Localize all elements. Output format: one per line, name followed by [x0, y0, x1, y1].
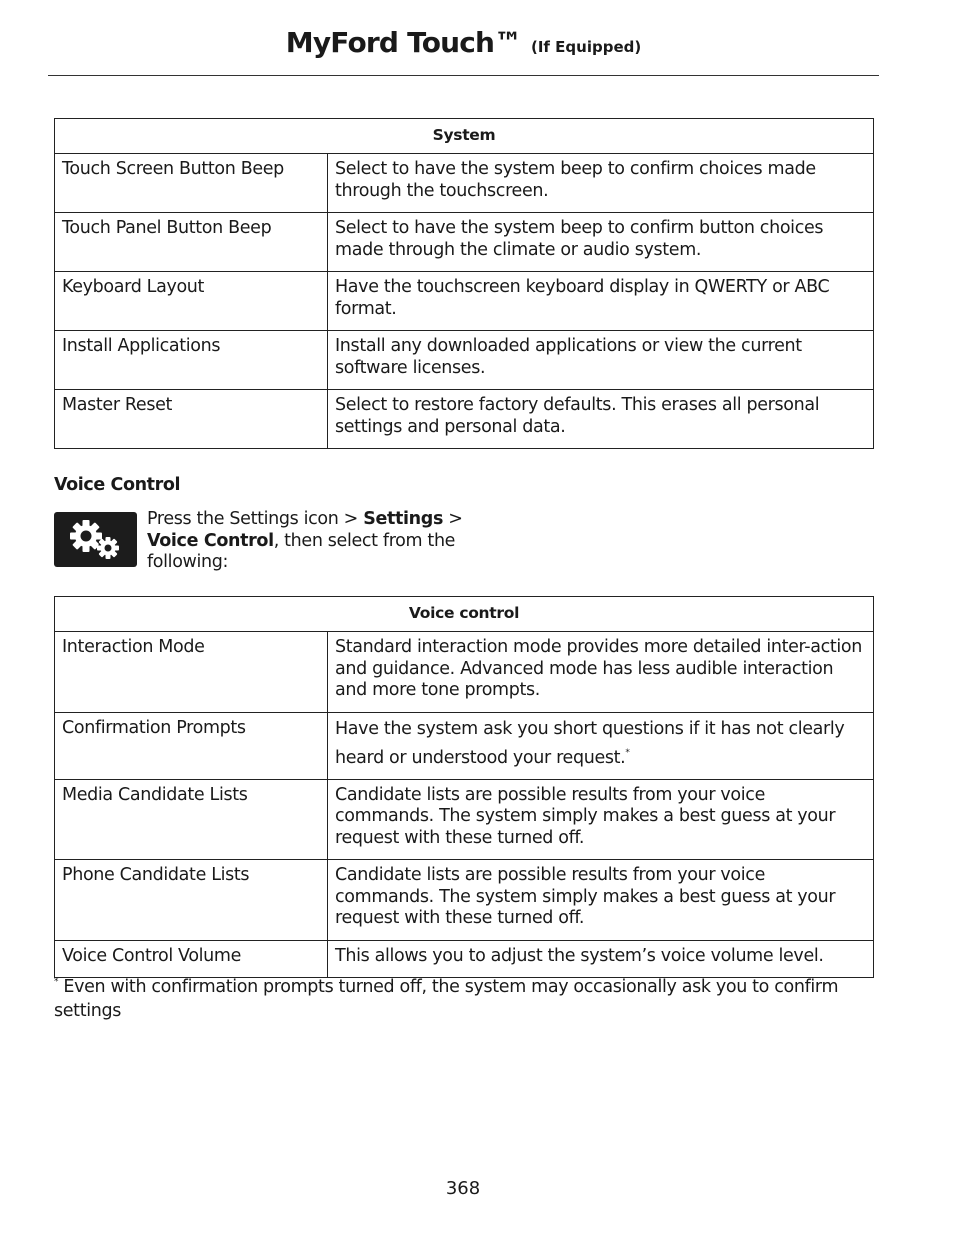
setting-description: [328, 712, 874, 779]
table-row: [55, 779, 874, 860]
setting-name: Master Reset: [55, 390, 328, 449]
setting-name: Phone Candidate Lists: [55, 860, 328, 941]
footnote-marker: *: [54, 977, 59, 987]
setting-description: Select to restore factory defaults. This erases all personal settings and personal data.: [328, 390, 874, 449]
page-title: MyFord Touch™: [285, 26, 522, 59]
settings-menu-label: Settings: [363, 509, 444, 529]
voice-control-instruction: [147, 509, 477, 574]
system-settings-table: [54, 118, 874, 449]
table-row: [55, 154, 874, 213]
table-row: [55, 940, 874, 978]
table-row: [55, 390, 874, 449]
setting-name: Touch Panel Button Beep: [55, 213, 328, 272]
table-row: [55, 272, 874, 331]
settings-gears-icon: [54, 512, 137, 567]
voice-control-menu-label: Voice Control: [147, 530, 274, 551]
voice-control-heading: Voice Control: [54, 475, 181, 495]
system-table-heading: System: [55, 119, 874, 154]
setting-description: Have the touchscreen keyboard display in QWERTY or ABC format.: [328, 272, 874, 331]
setting-name: Voice Control Volume: [55, 940, 328, 978]
setting-name: Confirmation Prompts: [55, 712, 328, 779]
page-subtitle: (If Equipped): [530, 38, 642, 56]
setting-description: Candidate lists are possible results from your voice commands. The system simply makes a best guess at your request with these turned off.: [328, 779, 874, 860]
header-divider: [48, 75, 879, 76]
page-number: 368: [445, 1178, 481, 1199]
setting-name: Keyboard Layout: [55, 272, 328, 331]
setting-name: Install Applications: [55, 331, 328, 390]
page-header: [48, 26, 879, 59]
table-row: [55, 331, 874, 390]
setting-name: Media Candidate Lists: [55, 779, 328, 860]
table-row: [55, 213, 874, 272]
table-row: [55, 860, 874, 941]
setting-description: Install any downloaded applications or view the current software licenses.: [328, 331, 874, 390]
voice-control-table: [54, 596, 874, 978]
table-row: [55, 712, 874, 779]
setting-description: Select to have the system beep to confirm choices made through the touchscreen.: [328, 154, 874, 213]
voice-table-heading: Voice control: [55, 597, 874, 632]
setting-description: Candidate lists are possible results from your voice commands. The system simply makes a best guess at your request with these turned off.: [328, 860, 874, 941]
setting-description: Select to have the system beep to confirm button choices made through the climate or audio system.: [328, 213, 874, 272]
setting-description: This allows you to adjust the system’s voice volume level.: [328, 940, 874, 978]
instruction-suffix: , then select from the following:: [147, 530, 456, 572]
setting-description-text: Have the system ask you short questions if it has not clearly heard or understood your request.: [335, 718, 845, 768]
setting-description: Standard interaction mode provides more detailed inter-action and guidance. Advanced mode has less audible interaction and more tone prompts.: [328, 632, 874, 713]
table-row: [55, 632, 874, 713]
instruction-prefix: Press the Settings icon >: [147, 509, 364, 529]
setting-name: Touch Screen Button Beep: [55, 154, 328, 213]
setting-name: Interaction Mode: [55, 632, 328, 713]
footnote-marker: *: [625, 747, 630, 758]
footnote: [54, 975, 873, 1023]
instruction-separator: >: [443, 509, 463, 529]
footnote-text: Even with confirmation prompts turned off, the system may occasionally ask you to confirm settings: [54, 977, 839, 1021]
